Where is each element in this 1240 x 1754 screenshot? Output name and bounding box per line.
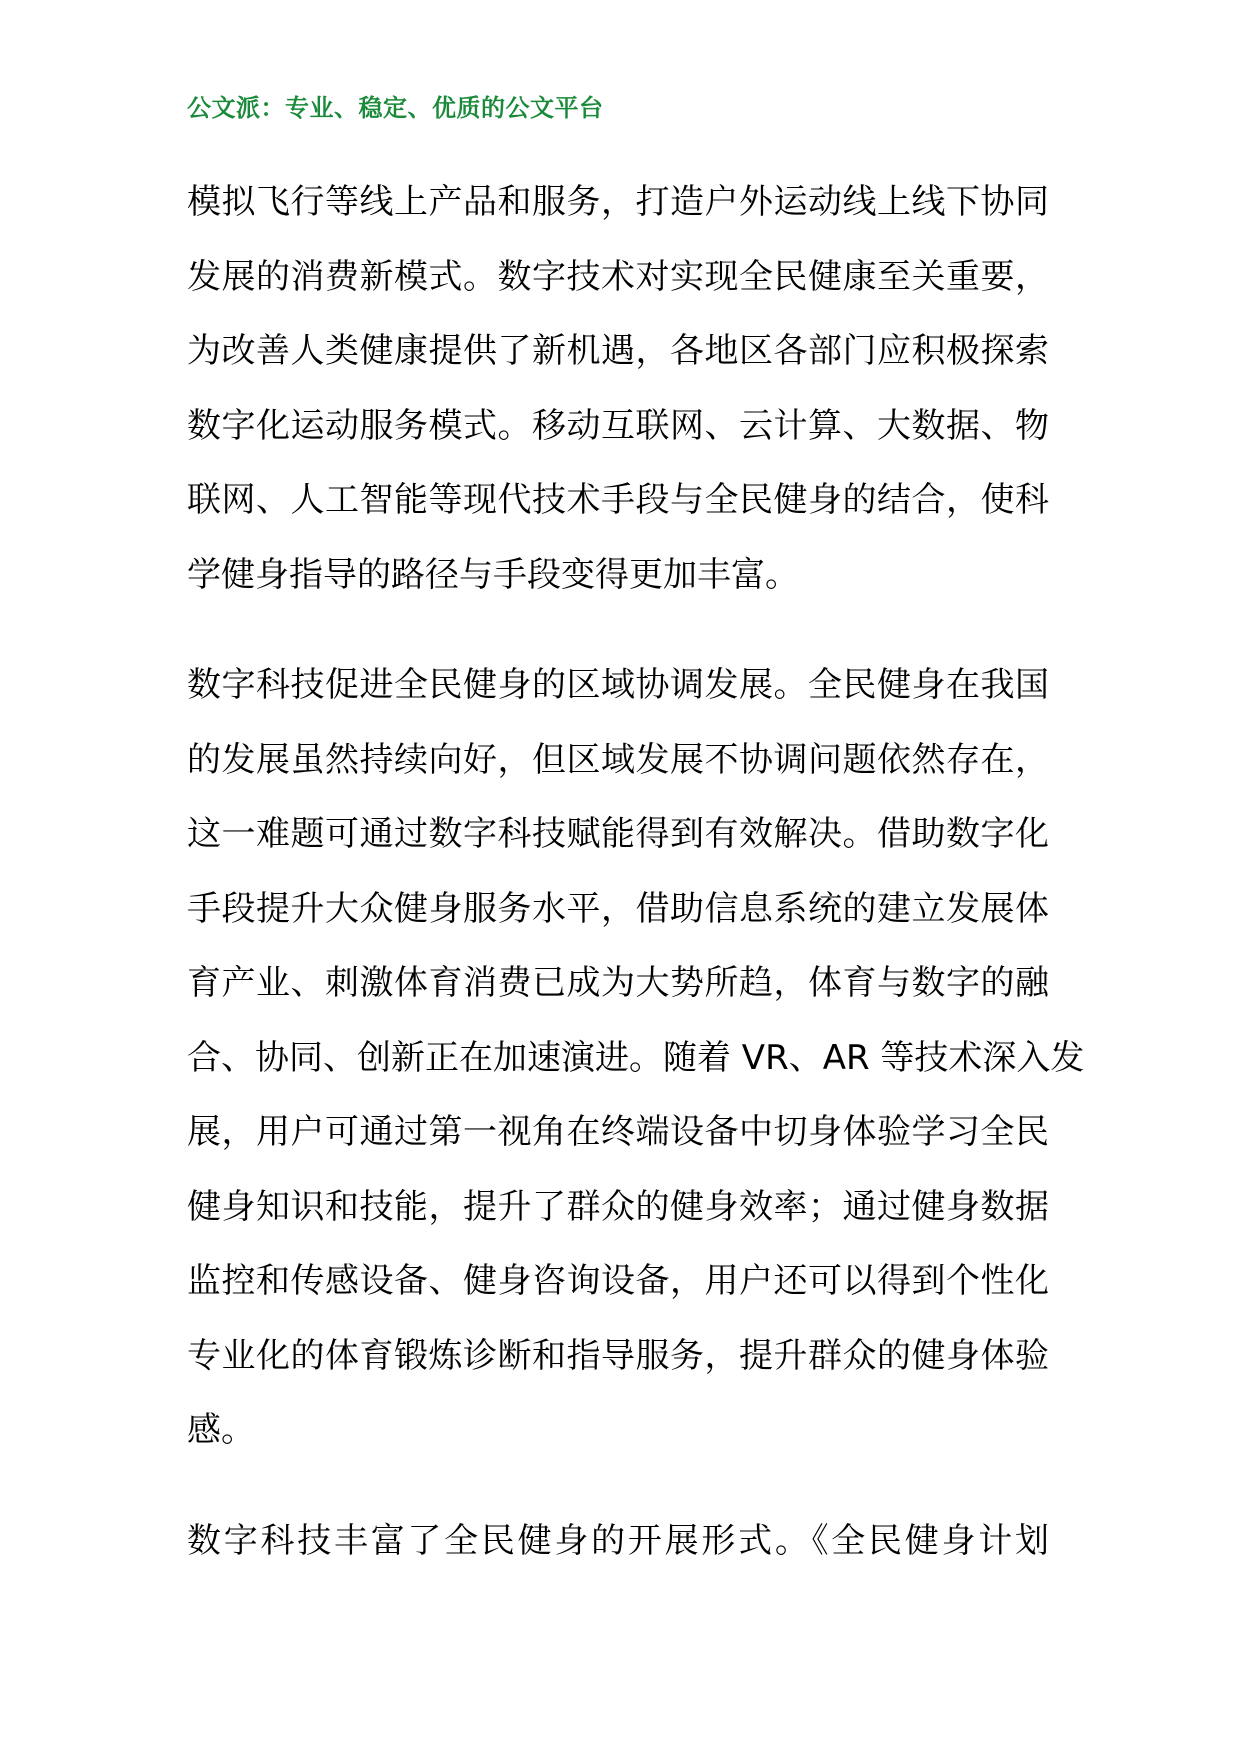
text-line: 数字科技促进全民健身的区域协调发展。全民健身在我国 [187, 665, 1049, 705]
text-line: 学健身指导的路径与手段变得更加丰富。 [187, 554, 799, 595]
text-line: 育产业、刺激体育消费已成为大势所趋，体育与数字的融 [187, 963, 1049, 1003]
text-line: 的发展虽然持续向好，但区域发展不协调问题依然存在， [187, 739, 1049, 780]
text-line: 感。 [187, 1410, 255, 1450]
text-line: 数字科技丰富了全民健身的开展形式。《全民健身计划 [187, 1520, 1049, 1561]
text-line: 展，用户可通过第一视角在终端设备中切身体验学习全民 [187, 1112, 1049, 1152]
text-line: 这一难题可通过数字科技赋能得到有效解决。借助数字化 [187, 814, 1049, 854]
text-line: 健身知识和技能，提升了群众的健身效率；通过健身数据 [187, 1186, 1049, 1227]
text-line: 手段提升大众健身服务水平，借助信息系统的建立发展体 [187, 888, 1049, 929]
text-line: 发展的消费新模式。数字技术对实现全民健康至关重要， [187, 256, 1049, 297]
text-line: 合、协同、创新正在加速演进。随着 VR、AR 等技术深入发 [187, 1037, 1085, 1078]
text-line: 联网、人工智能等现代技术手段与全民健身的结合，使科 [187, 480, 1049, 520]
text-line: 专业化的体育锻炼诊断和指导服务，提升群众的健身体验 [187, 1335, 1049, 1376]
paragraph-3 [187, 1504, 1049, 1579]
paragraph-1 [187, 165, 1049, 612]
page-header-title: 公文派：专业、稳定、优质的公文平台 [187, 94, 604, 122]
text-line: 监控和传感设备、健身咨询设备，用户还可以得到个性化 [187, 1261, 1049, 1301]
paragraph-2 [187, 648, 1085, 1468]
text-line: 模拟飞行等线上产品和服务，打造户外运动线上线下协同 [187, 182, 1049, 222]
text-line: 数字化运动服务模式。移动互联网、云计算、大数据、物 [187, 405, 1049, 446]
document-body [187, 165, 1085, 1614]
text-line: 为改善人类健康提供了新机遇，各地区各部门应积极探索 [187, 331, 1049, 371]
